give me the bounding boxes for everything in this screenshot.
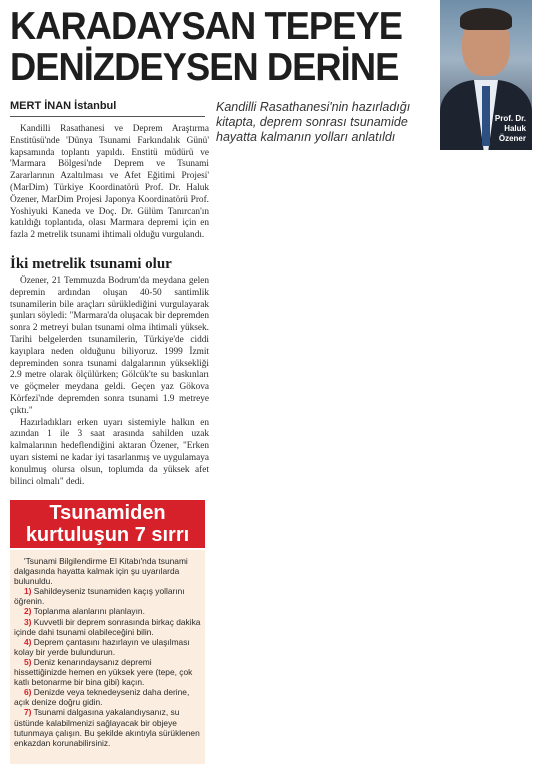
divider [10,116,205,117]
list-item: 3) Kuvvetli bir deprem sonrasında birkaç dakika içinde dahi tsunami olabileceğini bilin. [14,616,201,637]
photo-tie [482,86,490,146]
list-item: 2) Toplanma alanlarını planlayın. [24,606,145,617]
list-item: 4) Deprem çantasını hazırlayın ve ulaşılması kolay bir yerde bulundurun. [14,636,190,657]
photo-hair [460,8,512,30]
tips-intro: 'Tsunami Bilgilendirme El Kitabı'nda tsunami dalgasında hayatta kalmak için şu uyarılarda bulunuldu. [14,556,188,587]
subhead: İki metrelik tsunami olur [10,256,172,272]
byline: MERT İNAN İstanbul [10,100,117,112]
body-paragraph-1-container [10,124,209,242]
body-paragraph-2: Özener, 21 Temmuzda Bodrum'da meydana gelen depremin ardından oluşan 40-50 santimlik tsunamilerin bile araçları sürüklediğini vurgulayarak şunları söyledi: "Marmara'da oluşacak bir depremden sonra 2 metreyi bulan tsunami olma ihtimali yüksek. Tarihi belgelerden tsunamilerin, Türkiye'de ciddi kayıplara neden olduğunu biliyoruz. 1999 İzmit depreminden sonra tsunami dalgalarının yüksekliği 2.9 metre olarak ölçülürken; Gölcük'te su baskınları ve göçmeler meydana geldi. Geçen yaz Gökova Körfezi'nde depremden sonra tsunami 1.9 metreye çıktı." [10,276,209,416]
list-item: 7) Tsunami dalgasına yakalandıysanız, su üstünde kalabilmenizi sağlayacak bir objeye tutunmaya çalışın. Bu şekilde akıntıyla sürüklenen enkazdan korunabilirsiniz. [14,707,200,748]
box-title: Tsunamiden kurtuluşun 7 sırrı [10,500,205,548]
portrait-photo [440,0,532,150]
headline [10,6,430,88]
photo-caption: Prof. Dr. Haluk Özener [494,114,526,143]
body-paragraphs-container [10,276,209,488]
list-item: 5) Deniz kenarındaysanız depremi hissettiğinizde hemen en yüksek yere (tepe, çok katlı betonarme bir bina gibi) kaçın. [14,656,193,688]
body-paragraph-1: Kandilli Rasathanesi ve Deprem Araştırma Enstitüsü'nde 'Dünya Tsunami Farkındalık Günü' kapsamında toplantı yapıldı. Enstitü müdürü ve 'Marmara Bölgesi'nde Deprem ve Tsunami Zararlarının Azaltılması ve Afet Eğitimi Projesi' (MarDim) Türkiye Koordinatörü Prof. Dr. Haluk Özener, MarDim Projesi Japonya Koordinatörü Prof. Yoshiyuki Kaneda ve Doç. Dr. Gülüm Tanırcan'ın katıldığı toplantıda, olası Marmara depremi için en fazla 2 metrelik tsunami ihtimali olduğu vurgulandı. [10,124,209,241]
headline-line-1: KARADAYSAN TEPEYE [10,5,402,48]
body-paragraph-3: Hazırladıkları erken uyarı sistemiyle halkın en azından 1 ile 3 saat arasında sahilden uzak kalmalarının hedeflendiğini aktaran Özener, "Erken uyarı sistemi ne kadar iyi tasarlanmış ve uygulamaya konulmuş olursa olsun, toplumda da yüksek afet bilinci olmalı" dedi. [10,417,209,487]
list-item: 6) Denizde veya teknedeyseniz daha derine, açık denize doğru gidin. [14,687,190,708]
headline-line-2: DENİZDEYSEN DERİNE [10,46,399,89]
list-item: 1) Sahildeyseniz tsunamiden kaçış yollarını öğrenin. [14,586,185,607]
tips-box [14,556,202,748]
lede: Kandilli Rasathanesi'nin hazırladığı kitapta, deprem sonrası tsunamide hayatta kalmanın yolları anlatıldı [216,100,411,144]
